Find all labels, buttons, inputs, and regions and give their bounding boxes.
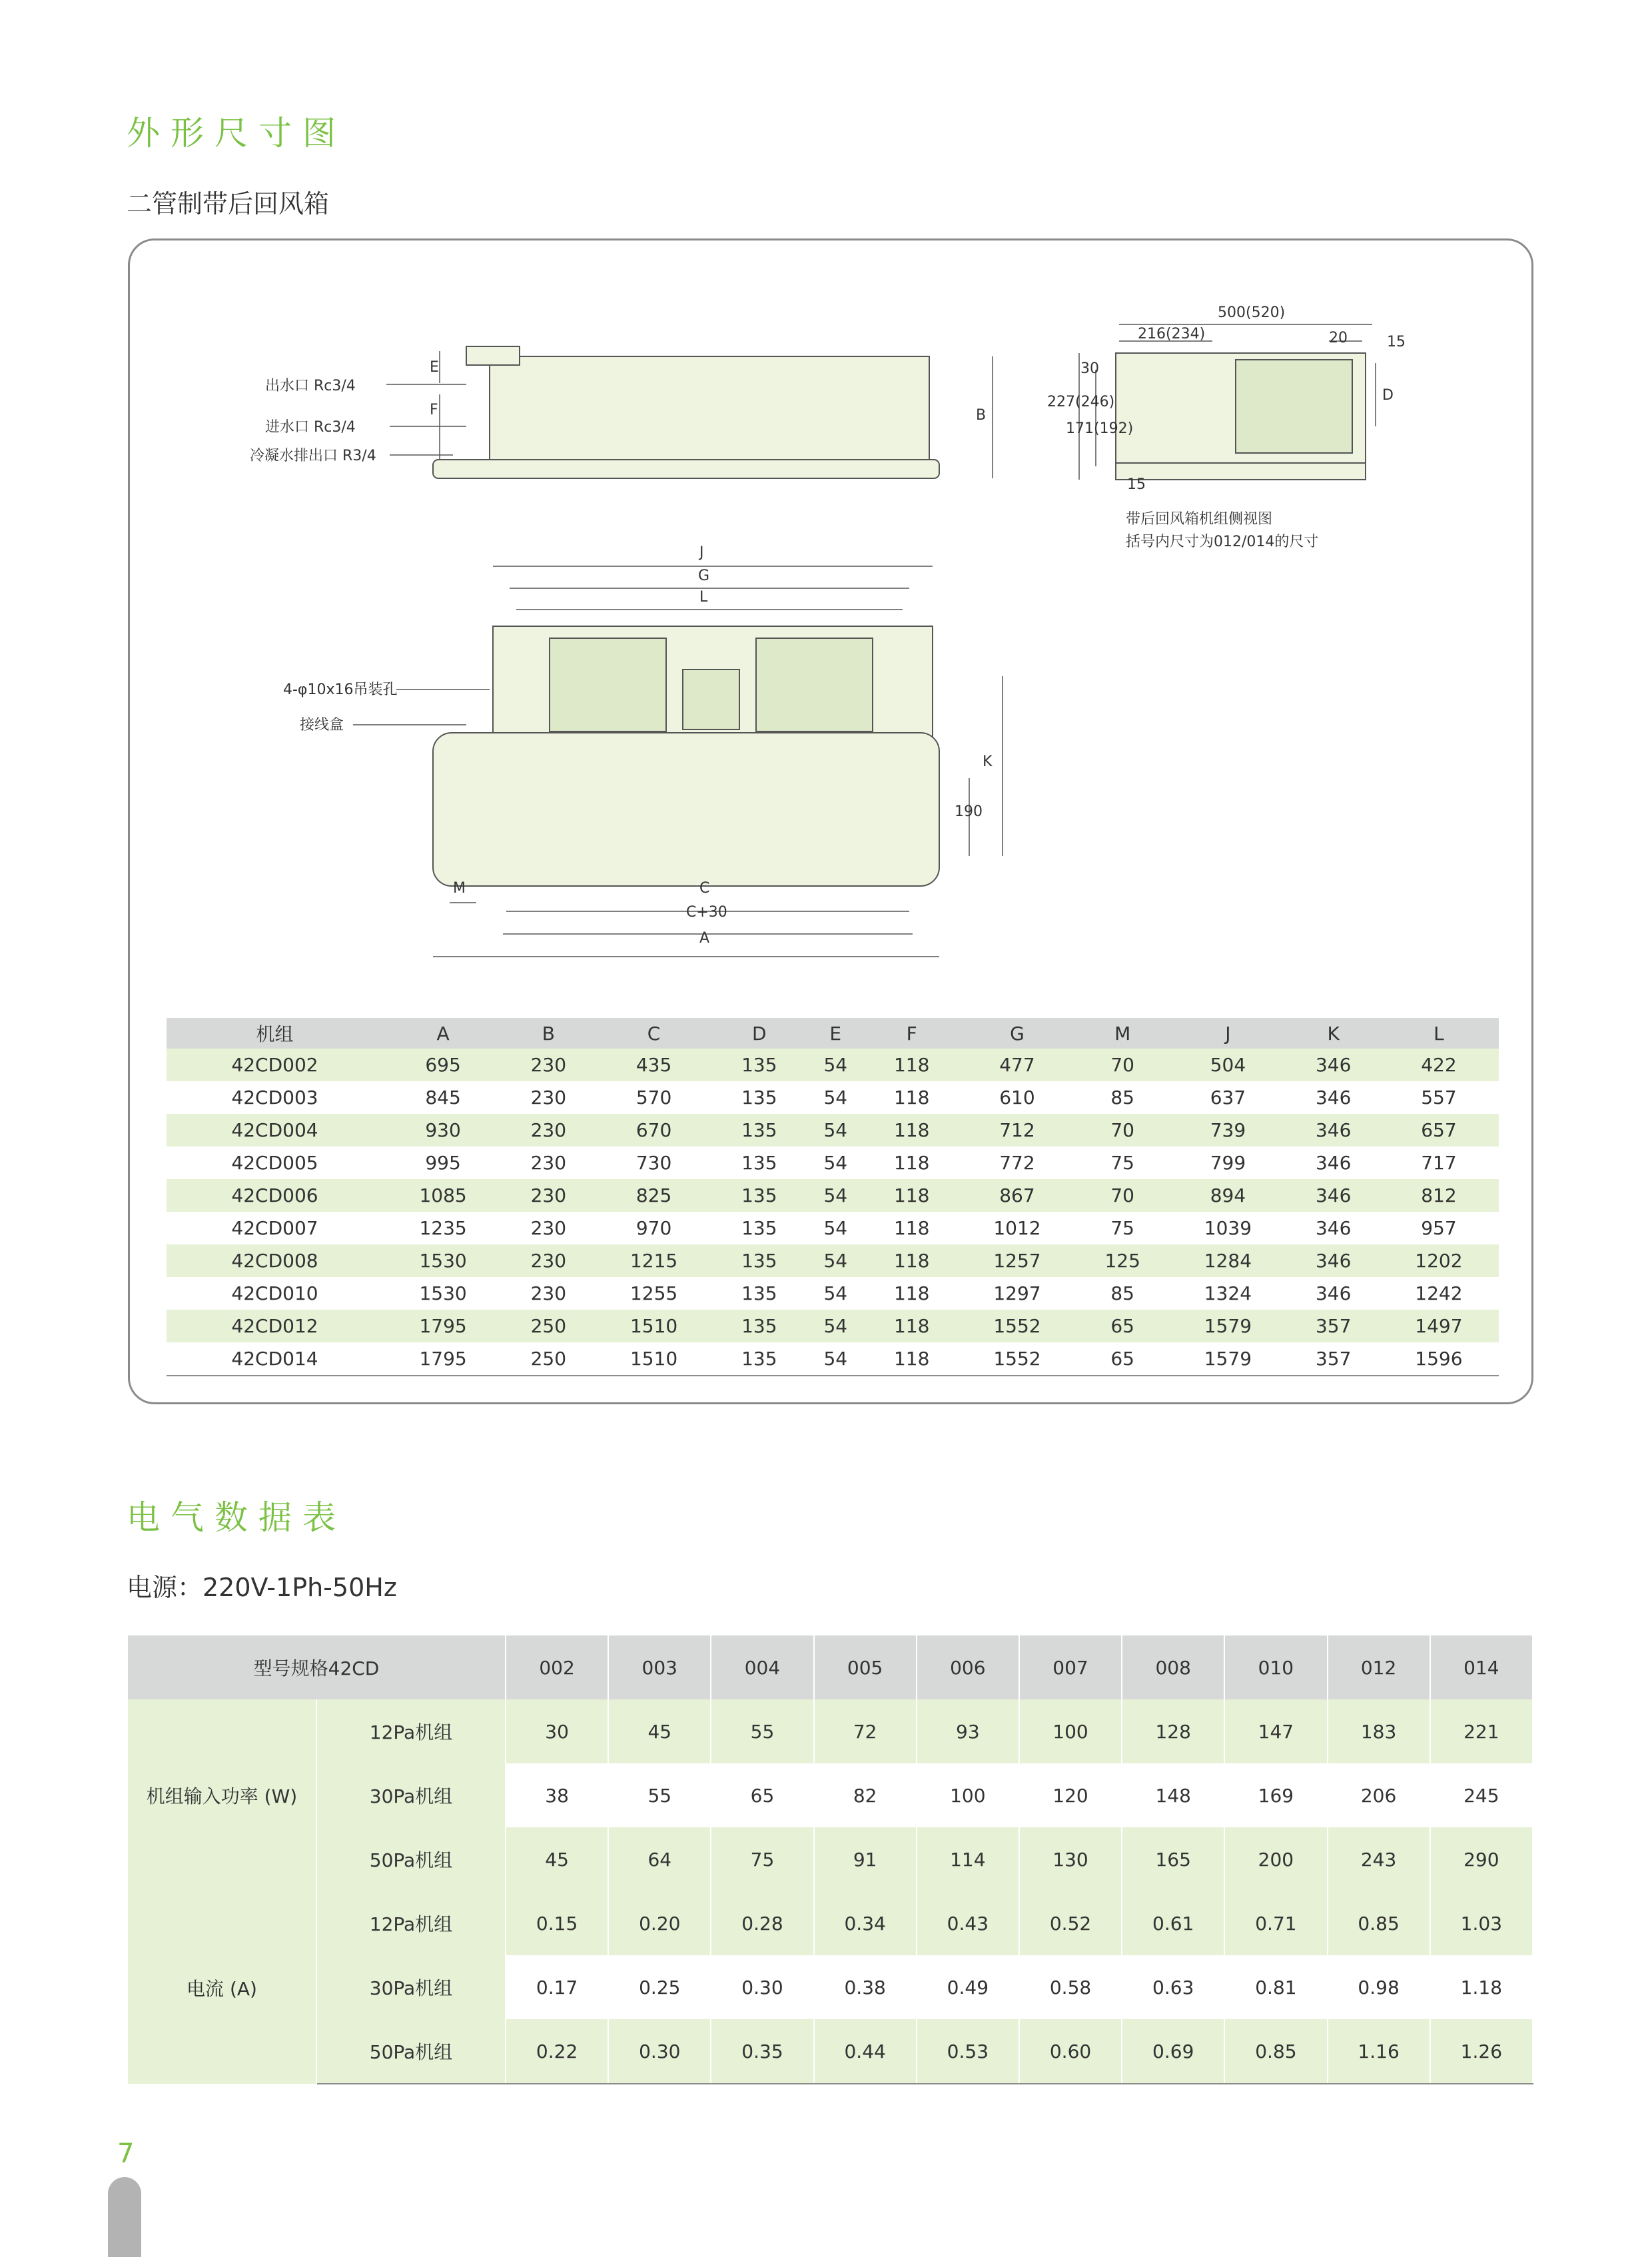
table-cell: 42CD006 [167,1179,383,1212]
table-cell: 1039 [1204,1217,1252,1239]
value-cell: 0.28 [711,1891,813,1955]
dim-m: M [453,880,466,897]
value-cell: 100 [1019,1699,1122,1763]
dim-header-cell: F [867,1018,957,1049]
table-cell: 1579 [1168,1342,1288,1376]
value-cell: 245 [1430,1763,1533,1827]
value-cell: 1.16 [1328,2019,1430,2084]
table-cell: 1579 [1168,1310,1288,1342]
table-cell: 1510 [594,1310,714,1342]
value-cell: 0.30 [711,1955,813,2019]
dim-header-cell: C [594,1018,714,1049]
table-cell: 1510 [594,1342,714,1376]
table-cell: 1795 [383,1310,503,1342]
dim-30: 30 [1080,360,1099,377]
table-cell: 1085 [383,1179,503,1212]
table-cell: 54 [805,1049,867,1081]
table-cell: 230 [530,1282,567,1304]
group-label: 机组输入功率 (W) [128,1699,316,1891]
dim-header-cell: G [957,1018,1077,1049]
table-cell: 1795 [383,1342,503,1376]
dim-header-cell: L [1379,1018,1499,1049]
table-cell: 657 [1379,1114,1499,1146]
table-cell: 346 [1288,1049,1379,1081]
page-subtitle: 二管制带后回风箱 [127,189,330,219]
value-cell: 0.35 [711,2019,813,2084]
dim-d: D [1382,387,1394,404]
dim-header-cell: D [714,1018,805,1049]
row-label: 12Pa机组 [316,1699,506,1763]
table-cell: 125 [1077,1244,1168,1277]
side-view-tray [1116,463,1366,480]
table-cell: 42CD003 [231,1087,318,1109]
table-cell: 637 [1210,1087,1246,1109]
table-cell: 610 [999,1087,1035,1109]
table-cell: 1497 [1379,1310,1499,1342]
model-cell: 005 [814,1635,917,1699]
model-cell: 012 [1328,1635,1430,1699]
value-cell: 169 [1224,1763,1327,1827]
value-cell: 45 [506,1827,608,1891]
table-cell: 54 [823,1217,848,1239]
table-cell: 1552 [957,1310,1077,1342]
table-cell: 230 [503,1049,594,1081]
table-row [167,1114,1499,1146]
dim-171: 171(192) [1066,420,1134,437]
table-cell: 70 [1077,1049,1168,1081]
dim-header-cell: B [503,1018,594,1049]
table-cell: 230 [530,1152,567,1174]
value-cell: 1.18 [1430,1955,1533,2019]
power-supply: 电源：220V-1Ph-50Hz [127,1573,397,1602]
dim-j: J [699,544,704,561]
table-cell: 346 [1315,1152,1352,1174]
model-cell: 007 [1019,1635,1122,1699]
table-cell: 135 [714,1342,805,1376]
table-cell: 135 [741,1282,777,1304]
table-cell: 346 [1288,1244,1379,1277]
table-cell: 118 [867,1342,957,1376]
table-cell: 250 [503,1342,594,1376]
table-cell: 135 [714,1310,805,1342]
table-cell: 1284 [1168,1244,1288,1277]
value-cell: 0.85 [1224,2019,1327,2084]
table-cell: 1552 [957,1342,1077,1376]
table-cell: 250 [503,1310,594,1342]
table-cell: 54 [805,1114,867,1146]
table-row [167,1081,1499,1114]
table-cell: 70 [1077,1114,1168,1146]
dim-500: 500(520) [1218,304,1286,321]
row-label: 50Pa机组 [316,1827,506,1891]
electrical-row [128,1699,1533,1763]
model-cell: 004 [711,1635,813,1699]
table-cell: 894 [1168,1179,1288,1212]
dimensions-table [167,1018,1499,1376]
table-cell: 557 [1421,1087,1457,1109]
dim-15a: 15 [1387,334,1406,350]
table-cell: 570 [635,1087,672,1109]
table-cell: 1215 [594,1244,714,1277]
table-cell: 799 [1210,1152,1246,1174]
table-cell: 957 [1421,1217,1457,1239]
table-cell: 118 [867,1179,957,1212]
value-cell: 91 [814,1827,917,1891]
table-cell: 346 [1315,1087,1352,1109]
value-cell: 243 [1328,1827,1430,1891]
side-caption-1: 带后回风箱机组侧视图 [1126,511,1273,528]
page-tab [108,2177,141,2257]
value-cell: 130 [1019,1827,1122,1891]
value-cell: 55 [711,1699,813,1763]
table-cell: 1530 [383,1244,503,1277]
value-cell: 0.71 [1224,1891,1327,1955]
value-cell: 128 [1122,1699,1224,1763]
table-cell: 812 [1379,1179,1499,1212]
table-cell: 118 [867,1310,957,1342]
group-label: 电流 (A) [128,1891,316,2084]
dim-header-cell: J [1168,1018,1288,1049]
table-row [167,1342,1499,1376]
row-label: 30Pa机组 [316,1955,506,2019]
table-row [167,1212,1499,1244]
side-caption-2: 括号内尺寸为012/014的尺寸 [1126,534,1319,550]
table-cell: 118 [893,1152,930,1174]
table-cell: 1596 [1379,1342,1499,1376]
model-header: 型号规格42CD [128,1635,506,1699]
table-cell: 118 [867,1244,957,1277]
dim-b: B [976,407,987,424]
dim-l: L [699,589,708,606]
table-cell: 845 [425,1087,461,1109]
table-cell: 42CD008 [167,1244,383,1277]
table-cell: 42CD005 [231,1152,318,1174]
table-cell: 135 [714,1049,805,1081]
table-cell: 75 [1110,1217,1134,1239]
table-cell: 135 [714,1244,805,1277]
value-cell: 0.20 [608,1891,711,1955]
dim-f: F [430,402,438,418]
electrical-row [128,2019,1533,2084]
model-cell: 010 [1224,1635,1327,1699]
value-cell: 0.63 [1122,1955,1224,2019]
table-row [167,1179,1499,1212]
table-cell: 357 [1288,1310,1379,1342]
dim-15b: 15 [1127,476,1146,493]
dimension-drawing [0,0,1652,999]
table-cell: 54 [823,1152,848,1174]
table-cell: 65 [1077,1342,1168,1376]
value-cell: 82 [814,1763,917,1827]
table-cell: 1324 [1204,1282,1252,1304]
table-cell: 1255 [629,1282,678,1304]
dim-c30: C+30 [686,904,727,921]
table-cell: 1297 [993,1282,1041,1304]
table-cell: 772 [999,1152,1035,1174]
table-cell: 54 [823,1087,848,1109]
table-row [167,1277,1499,1310]
value-cell: 0.22 [506,2019,608,2084]
electrical-table [128,1635,1533,2084]
plan-view-body [433,733,939,886]
value-cell: 1.03 [1430,1891,1533,1955]
table-cell: 118 [893,1282,930,1304]
value-cell: 120 [1019,1763,1122,1827]
dim-a: A [699,930,710,947]
table-cell: 346 [1315,1282,1352,1304]
table-cell: 504 [1168,1049,1288,1081]
dim-g: G [698,568,710,584]
value-cell: 65 [711,1763,813,1827]
value-cell: 0.17 [506,1955,608,2019]
table-cell: 346 [1288,1114,1379,1146]
page-number: 7 [117,2138,135,2169]
table-cell: 118 [867,1049,957,1081]
value-cell: 0.60 [1019,2019,1122,2084]
value-cell: 75 [711,1827,813,1891]
table-cell: 42CD002 [167,1049,383,1081]
table-cell: 230 [503,1114,594,1146]
electrical-row [128,1891,1533,1955]
value-cell: 290 [1430,1827,1533,1891]
table-cell: 1012 [993,1217,1041,1239]
electrical-row [128,1763,1533,1827]
table-cell: 670 [594,1114,714,1146]
electrical-row [128,1955,1533,2019]
value-cell: 0.44 [814,2019,917,2084]
value-cell: 64 [608,1827,711,1891]
value-cell: 0.98 [1328,1955,1430,2019]
label-outlet: 出水口 Rc3/4 [265,378,356,394]
table-cell: 75 [1110,1152,1134,1174]
value-cell: 0.38 [814,1955,917,2019]
label-box: 接线盒 [300,717,344,733]
value-cell: 114 [917,1827,1019,1891]
table-cell: 135 [714,1179,805,1212]
value-cell: 30 [506,1699,608,1763]
table-cell: 230 [503,1179,594,1212]
row-label: 50Pa机组 [316,2019,506,2084]
table-cell: 135 [741,1087,777,1109]
value-cell: 0.58 [1019,1955,1122,2019]
model-cell: 014 [1430,1635,1533,1699]
page-title: 外形尺寸图 [127,114,346,153]
table-cell: 118 [893,1087,930,1109]
dim-k: K [983,753,993,770]
table-cell: 825 [594,1179,714,1212]
table-cell: 930 [383,1114,503,1146]
value-cell: 1.26 [1430,2019,1533,2084]
table-cell: 712 [957,1114,1077,1146]
table-cell: 118 [893,1217,930,1239]
model-cell: 008 [1122,1635,1224,1699]
value-cell: 200 [1224,1827,1327,1891]
value-cell: 206 [1328,1763,1430,1827]
table-cell: 118 [867,1114,957,1146]
value-cell: 183 [1328,1699,1430,1763]
front-view-body [490,356,929,460]
table-cell: 42CD012 [167,1310,383,1342]
table-cell: 85 [1110,1087,1134,1109]
electrical-header-row [128,1635,1533,1699]
table-cell: 357 [1288,1342,1379,1376]
table-cell: 739 [1168,1114,1288,1146]
table-cell: 477 [957,1049,1077,1081]
table-cell: 867 [957,1179,1077,1212]
table-cell: 1242 [1415,1282,1463,1304]
value-cell: 0.52 [1019,1891,1122,1955]
table-cell: 230 [530,1087,567,1109]
value-cell: 165 [1122,1827,1224,1891]
value-cell: 0.53 [917,2019,1019,2084]
dim-190: 190 [955,803,983,820]
value-cell: 0.81 [1224,1955,1327,2019]
table-row [167,1049,1499,1081]
table-cell: 435 [594,1049,714,1081]
value-cell: 100 [917,1763,1019,1827]
side-view-panel [1236,360,1352,453]
table-cell: 54 [805,1244,867,1277]
value-cell: 0.25 [608,1955,711,2019]
front-view-flange [466,346,520,365]
front-view-tray [433,460,939,478]
table-cell: 1530 [419,1282,467,1304]
value-cell: 0.15 [506,1891,608,1955]
value-cell: 45 [608,1699,711,1763]
table-cell: 54 [805,1179,867,1212]
model-cell: 006 [917,1635,1019,1699]
table-cell: 1257 [957,1244,1077,1277]
table-row [167,1310,1499,1342]
table-cell: 135 [714,1114,805,1146]
dim-header-cell: K [1288,1018,1379,1049]
table-cell: 422 [1379,1049,1499,1081]
dim-227: 227(246) [1047,394,1115,410]
table-cell: 85 [1110,1282,1134,1304]
value-cell: 0.30 [608,2019,711,2084]
value-cell: 55 [608,1763,711,1827]
value-cell: 72 [814,1699,917,1763]
value-cell: 0.43 [917,1891,1019,1955]
table-cell: 1202 [1379,1244,1499,1277]
table-cell: 70 [1077,1179,1168,1212]
value-cell: 0.61 [1122,1891,1224,1955]
value-cell: 0.69 [1122,2019,1224,2084]
electrical-row [128,1827,1533,1891]
value-cell: 0.34 [814,1891,917,1955]
value-cell: 93 [917,1699,1019,1763]
table-cell: 135 [741,1217,777,1239]
table-cell: 1235 [419,1217,467,1239]
table-cell: 42CD004 [167,1114,383,1146]
value-cell: 0.49 [917,1955,1019,2019]
dim-c: C [699,880,710,897]
table-row [167,1244,1499,1277]
label-inlet: 进水口 Rc3/4 [265,419,356,436]
dim-216: 216(234) [1138,326,1206,342]
table-cell: 42CD014 [167,1342,383,1376]
value-cell: 148 [1122,1763,1224,1827]
table-cell: 695 [383,1049,503,1081]
dim-20: 20 [1329,330,1348,346]
table-cell: 54 [805,1342,867,1376]
dim-header-cell: M [1077,1018,1168,1049]
table-cell: 65 [1077,1310,1168,1342]
model-cell: 003 [608,1635,711,1699]
row-label: 30Pa机组 [316,1763,506,1827]
table-cell: 730 [635,1152,672,1174]
dim-header-cell: E [805,1018,867,1049]
table-cell: 54 [805,1310,867,1342]
table-cell: 717 [1421,1152,1457,1174]
table-cell: 42CD007 [231,1217,318,1239]
row-label: 12Pa机组 [316,1891,506,1955]
table-cell: 42CD010 [231,1282,318,1304]
value-cell: 221 [1430,1699,1533,1763]
dim-e: E [430,359,439,376]
table-cell: 346 [1315,1217,1352,1239]
value-cell: 147 [1224,1699,1327,1763]
label-drain: 冷凝水排出口 R3/4 [250,448,376,464]
table-cell: 995 [425,1152,461,1174]
table-cell: 346 [1288,1179,1379,1212]
table-cell: 135 [741,1152,777,1174]
electrical-title: 电气数据表 [127,1498,346,1537]
table-row [167,1146,1499,1179]
table-cell: 230 [503,1244,594,1277]
table-cell: 54 [823,1282,848,1304]
dim-header-cell: 机组 [167,1018,383,1049]
value-cell: 0.85 [1328,1891,1430,1955]
dim-header-cell: A [383,1018,503,1049]
value-cell: 38 [506,1763,608,1827]
table-cell: 230 [530,1217,567,1239]
label-holes: 4-φ10x16吊装孔 [283,681,398,698]
model-cell: 002 [506,1635,608,1699]
table-cell: 970 [635,1217,672,1239]
